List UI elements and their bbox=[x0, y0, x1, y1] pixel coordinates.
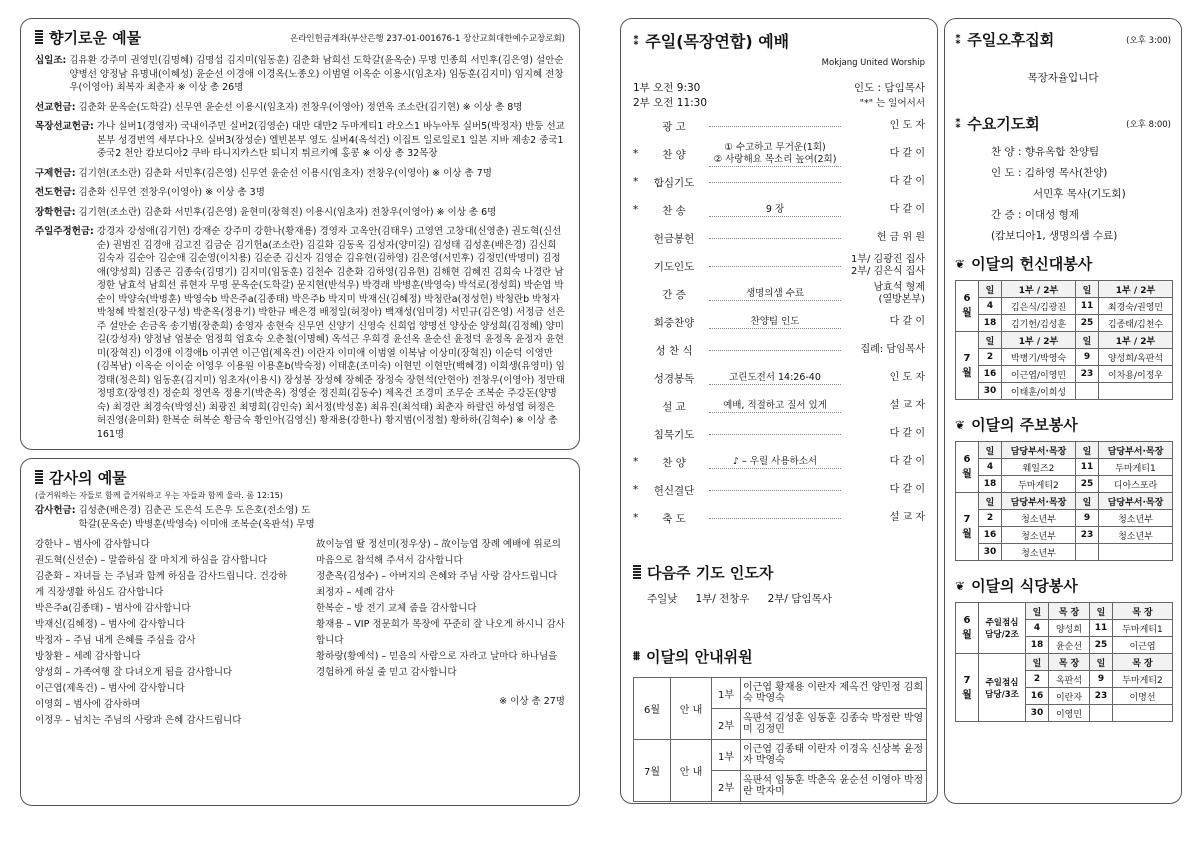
wednesday-line: 간 증 : 이대성 형제 bbox=[991, 209, 1079, 221]
thanks-column-1 bbox=[35, 537, 296, 729]
thanks-item: 한복순 – 방 전기 교체 줌을 감사합니다 bbox=[315, 603, 477, 614]
duty-header-row bbox=[956, 281, 1173, 298]
duty-header-cell: 담당부서·목장 bbox=[1099, 442, 1173, 459]
usher-role: 안 내 bbox=[671, 740, 712, 802]
thanks-verse: (즐거워하는 자들로 함께 즐거워하고 우는 자들과 함께 울라. 롬 12:15) bbox=[35, 491, 283, 500]
worship-order-row bbox=[633, 364, 925, 392]
offering-list bbox=[35, 54, 565, 441]
usher-names: 이근엽 황재용 이란자 제옥건 양민정 김희숙 박영숙 bbox=[741, 678, 927, 709]
duty-header-cell: 담당부서·목장 bbox=[1002, 493, 1076, 510]
grid-marker-icon: ⩩ bbox=[633, 649, 640, 664]
duty-header-cell: 목 장 bbox=[1112, 654, 1172, 671]
duty-header-cell: 1부 / 2부 bbox=[1002, 281, 1076, 298]
usher-part: 2부 bbox=[712, 709, 741, 740]
duty-month: 7 월 bbox=[956, 654, 979, 722]
duty-name: 윤순선 bbox=[1049, 637, 1090, 654]
leaf-icon: ❦ bbox=[955, 256, 966, 271]
order-person: 1부/ 김광진 집사 2부/ 김은식 집사 bbox=[850, 254, 925, 277]
offering-names: 가나 실버1(경영자) 국내이주민 실버2(김영순) 대만 대만2 두마게티1 라오스1 바누아투 실버5(박정자) 반둥 선교본부 성경번역 세부다나오 실버3(장성순) 엘빈본부 영도 실버4(옥석건) 이집트 일로일로1 일본 지바 제송2 중국1 중국2 천안 캄보디아2 쿠바 타니지카스탄 퇴니지 튀르키예 홍콩 ※ 이상 총 32목장 bbox=[96, 121, 565, 159]
usher-role: 안 내 bbox=[671, 678, 712, 740]
offering-label: 선교헌금: bbox=[35, 101, 76, 113]
wednesday-line: (캄보디아1, 생명의샘 수료) bbox=[991, 230, 1118, 242]
standing-mark: * bbox=[633, 512, 639, 524]
duty-role: 주일점심 담당/2조 bbox=[979, 603, 1026, 654]
order-detail: 9 장 bbox=[709, 204, 841, 217]
wednesday-line: 찬 양 : 향유옥합 찬양팀 bbox=[991, 146, 1100, 158]
duty-row bbox=[956, 544, 1173, 561]
duty-name: 최경숙/권영민 bbox=[1099, 298, 1173, 315]
duty-row bbox=[956, 298, 1173, 315]
duty-day: 18 bbox=[979, 315, 1002, 332]
order-person: 다 같 이 bbox=[889, 456, 925, 467]
wednesday-title: ⁑ 수요기도회 bbox=[955, 115, 1040, 133]
duty-name: 청소년부 bbox=[1002, 544, 1076, 561]
duty-day bbox=[1089, 705, 1112, 722]
thanks-item: 황재용 – VIP 정문희가 목장에 꾸준히 잘 나오게 하시니 감사합니다 bbox=[315, 619, 565, 646]
order-detail bbox=[709, 490, 841, 491]
order-detail bbox=[709, 434, 841, 435]
offering-label: 장학헌금: bbox=[35, 206, 76, 218]
order-detail bbox=[709, 266, 841, 267]
thanks-column-2 bbox=[316, 537, 565, 681]
duty-name: 웨일즈2 bbox=[1002, 459, 1076, 476]
duty-month: 6 월 bbox=[956, 603, 979, 654]
duty-header-cell: 일 bbox=[1026, 603, 1049, 620]
duty-header-cell: 일 bbox=[1076, 442, 1099, 459]
usher-row bbox=[634, 678, 927, 709]
offering-names: 김춘화 신무연 전창우(이영아) ※ 이상 총 3명 bbox=[78, 187, 265, 198]
duty-name: 이태훈/이희성 bbox=[1002, 383, 1076, 400]
duty-header-cell: 목 장 bbox=[1112, 603, 1172, 620]
usher-month: 6월 bbox=[634, 678, 671, 740]
order-name: 찬 양 bbox=[662, 456, 686, 469]
duty-name: 김기헌/김성훈 bbox=[1002, 315, 1076, 332]
thanks-item: 박재신(김혜정) – 범사에 감사합니다 bbox=[35, 619, 185, 630]
duty-month: 6 월 bbox=[956, 442, 979, 493]
order-person: 인 도 자 bbox=[889, 120, 925, 131]
duty-name: 박병기/박영숙 bbox=[1002, 349, 1076, 366]
thanks-item: 권도혁(신선순) – 말씀하심 잘 마치게 하심을 감사합니다 bbox=[35, 555, 268, 566]
order-detail: 생명의샘 수료 bbox=[709, 288, 841, 301]
duty-day: 4 bbox=[979, 459, 1002, 476]
duty-header-cell: 일 bbox=[1076, 332, 1099, 349]
usher-month: 7월 bbox=[634, 740, 671, 802]
duty-row bbox=[956, 366, 1173, 383]
duty-header-cell: 일 bbox=[1089, 603, 1112, 620]
offerings-title: 향기로운 예물 bbox=[35, 27, 141, 48]
offering-names: 김기현(조소란) 김춘화 서민후(김은영) 윤현미(장혁진) 이용시(임초자) 전창우(이영아) ※ 이상 총 6명 bbox=[78, 206, 497, 218]
worship-order-row bbox=[633, 336, 925, 364]
duty-day: 23 bbox=[1089, 688, 1112, 705]
duty-name: 청소년부 bbox=[1099, 510, 1173, 527]
duty-header-row bbox=[956, 442, 1173, 459]
duty-name: 이영민 bbox=[1049, 705, 1090, 722]
duty-name: 청소년부 bbox=[1002, 510, 1076, 527]
dedication-table bbox=[955, 280, 1173, 400]
worship-order-row bbox=[633, 308, 925, 336]
worship-order-row bbox=[633, 420, 925, 448]
duty-header-row bbox=[956, 654, 1173, 671]
duty-month: 7 월 bbox=[956, 332, 979, 400]
section-bar-icon bbox=[633, 565, 641, 580]
duty-day: 16 bbox=[1026, 688, 1049, 705]
thanks-total: ※ 이상 총 27명 bbox=[499, 696, 565, 707]
duty-header-cell: 1부 / 2부 bbox=[1099, 332, 1173, 349]
offering-names: 김기현(조소란) 김춘화 서민후(김은영) 신무연 윤순선 이용시(임초자) 전창우(이영아) ※ 이상 총 7명 bbox=[78, 167, 492, 179]
duty-header-cell: 1부 / 2부 bbox=[1099, 281, 1173, 298]
offering-label: 주일주정헌금: bbox=[35, 226, 94, 237]
order-name: 침묵기도 bbox=[653, 428, 695, 441]
offering-label: 목장선교헌금: bbox=[35, 121, 94, 132]
duty-day: 30 bbox=[979, 383, 1002, 400]
duty-header-cell: 일 bbox=[979, 493, 1002, 510]
order-person: 다 같 이 bbox=[889, 148, 925, 159]
standing-mark: * bbox=[633, 484, 639, 496]
worship-order-row bbox=[633, 112, 925, 140]
order-name: 성경봉독 bbox=[653, 372, 695, 385]
order-detail bbox=[709, 350, 841, 351]
duty-day: 18 bbox=[979, 476, 1002, 493]
duty-name: 디아스포라 bbox=[1099, 476, 1173, 493]
duty-day: 2 bbox=[1026, 671, 1049, 688]
duty-name: 청소년부 bbox=[1002, 527, 1076, 544]
offering-row bbox=[35, 54, 565, 95]
duty-header-cell: 담당부서·목장 bbox=[1002, 442, 1076, 459]
offering-row bbox=[35, 225, 565, 441]
duty-day: 30 bbox=[1026, 705, 1049, 722]
duty-header-cell: 목 장 bbox=[1049, 654, 1090, 671]
duty-name: 양성희/옥판석 bbox=[1099, 349, 1173, 366]
kitchen-title: ❦ 이달의 식당봉사 bbox=[955, 577, 1078, 595]
offering-row bbox=[35, 186, 565, 200]
order-name: 합심기도 bbox=[653, 176, 695, 189]
order-name: 기도인도 bbox=[653, 260, 695, 273]
section-bar-icon bbox=[35, 30, 43, 45]
duty-header-cell: 1부 / 2부 bbox=[1002, 332, 1076, 349]
duty-header-cell: 일 bbox=[979, 281, 1002, 298]
duty-row bbox=[956, 315, 1173, 332]
order-detail bbox=[709, 238, 841, 239]
dot-marker-icon: ⁑ bbox=[955, 116, 962, 131]
offering-label: 구제헌금: bbox=[35, 167, 76, 179]
duty-day bbox=[1076, 383, 1099, 400]
right-column-box bbox=[944, 18, 1182, 804]
usher-names: 옥판석 김성훈 임동훈 김종숙 박정란 박영미 김정민 bbox=[741, 709, 927, 740]
worship-leader: 인도 : 담임목사 bbox=[853, 82, 925, 94]
order-detail bbox=[709, 518, 841, 519]
next-week-row: 주일낮 1부/ 전창우 2부/ 담임목사 bbox=[647, 593, 832, 605]
leaf-icon: ❦ bbox=[955, 417, 966, 432]
duty-name: 김은식/김광진 bbox=[1002, 298, 1076, 315]
order-person: 다 같 이 bbox=[889, 204, 925, 215]
order-name: 회중찬양 bbox=[653, 316, 695, 329]
thanks-item: 故이능엽 딸 정선미(정우상) – 故이능엽 장례 예배에 위로의 마음으로 참석해 주셔서 감사합니다 bbox=[315, 539, 561, 566]
duty-name: 두마게티1 bbox=[1112, 620, 1172, 637]
thanks-item: 박은주a(김종태) – 범사에 감사합니다 bbox=[35, 603, 191, 614]
order-detail bbox=[709, 182, 841, 183]
duty-row bbox=[956, 459, 1173, 476]
wednesday-line: 서민후 목사(기도회) bbox=[1033, 188, 1126, 200]
order-person: 다 같 이 bbox=[889, 176, 925, 187]
worship-order-row bbox=[633, 448, 925, 476]
duty-row bbox=[956, 383, 1173, 400]
offering-row bbox=[35, 206, 565, 220]
worship-order-row bbox=[633, 280, 925, 308]
thanks-item: 이정우 – 넘치는 주님의 사랑과 은혜 감사드립니다 bbox=[35, 715, 242, 726]
thanks-item: 황하랑(황예석) – 믿음의 사람으로 자라고 날마다 하나님을 경험하게 하실 줄 믿고 감사합니다 bbox=[315, 651, 558, 678]
order-person: 인 도 자 bbox=[889, 372, 925, 383]
standing-mark: * bbox=[633, 456, 639, 468]
duty-header-row bbox=[956, 332, 1173, 349]
duty-day: 23 bbox=[1076, 366, 1099, 383]
duty-day: 25 bbox=[1076, 476, 1099, 493]
duty-day: 9 bbox=[1076, 510, 1099, 527]
duty-day: 2 bbox=[979, 349, 1002, 366]
account-info: 온라인헌금계좌(부산은행 237-01-001676-1 장산교회대한예수교장로회) bbox=[290, 33, 565, 44]
offering-label: 십일조: bbox=[35, 55, 67, 66]
wednesday-line: 인 도 : 김하영 목사(찬양) bbox=[991, 167, 1108, 179]
bulletin-title: ❦ 이달의 주보봉사 bbox=[955, 416, 1078, 434]
worship-title: ⁑ 주일(목장연합) 예배 bbox=[633, 32, 790, 51]
offering-names: 강경자 강성애(김기헌) 강재순 강주미 강한나(황재용) 경영자 고옥안(김태우) 고영연 고창대(신영춘) 권도혁(신선순) 권범진 김경애 김고진 김금순 김기헌a(조소란) 김길화 김동옥 김성자(양미길) 김성태 김성훈(배은경) 김신희 김숙자 김순아 김순애 김순영(이치용) 김순준 김신자 김영순 김유현(김하영) 김은영(서민후) 김정민(박명미) 김정애(양성희) 김종곤 김종숙(김명기) 김지미(임동훈) 김천수 김춘화 김하영(김유현) 김해현 김혜진 김희숙 나경란 남정한 남효석 남희선 류현자 무명 문옥순(도학갈) 문지현(반석우) 박경래 박병훈(박영숙) 박석로(정성희) 박순엽 박순이 박양숙(박병훈) 박영숙b 박은주a(김종태) 박은주b 박지미 박재신(김혜정) 박청란a(정성헌) 박청란b 박청자 박청혜 박철진(장구성) 박춘옥(정용기) 박한규 배은경 배정일(허정아) 백재성(임미경) 서민규(김은영) 서정금 선은주 설안순 손금옥 송기범(장춘희) 송영자 송현숙 신무연 신양기 신영숙 신희업 양명선 양상순 양성희(김정혜) 양미길(강성자) 양정남 엄봉순 엄정희 엄효숙 오춘철(이명혜) 옥석근 우희경 윤선옥 윤순선 윤정덕 윤정옥 윤정자 윤현미(장혁진) 이경애 이경애b 이귀연 이근엽(제옥건) 이란자 이미애 이범열 이복남 이상미(장혁진) 이순덕 이영만(김복남) 이옥순 이이순 이영우 이용원 이용훈b(박숙정) 이태훈(조미숙) 이현민 이현만(백혜경) 이희생(유영미) 임경태(정은희) 임동훈(김지미) 임초자(이용시) 장성봉 장성혜 장혜준 장정숙 장현석(안현아) 전창우(이영아) 정만태 정명호(장영진) 정순희 정연옥 정용기(박춘옥) 정영순 정진희(김동수) 제옥건 조경미 조무순 조복순 주강돈(양명숙) 최경란 최경숙(박영신) 최광진 최명희(김인숙) 최서정(박성훈) 최유진(최석태) 최춘자 하랄린 하성엽 허정은 허진영(윤미화) 한복순 허복순 황금숙 황인아(김영신) 황재용(강한나) 황지범(이정철) 황하하(김혁수) ※ 이상 총 161명 bbox=[96, 226, 565, 440]
duty-header-cell: 일 bbox=[1026, 654, 1049, 671]
standing-mark: * bbox=[633, 204, 639, 216]
worship-order-row bbox=[633, 140, 925, 168]
order-person: 설 교 자 bbox=[889, 512, 925, 523]
duty-name: 양성희 bbox=[1049, 620, 1090, 637]
duty-day: 9 bbox=[1089, 671, 1112, 688]
worship-box bbox=[620, 18, 938, 804]
thanks-item: 강한나 – 범사에 감사합니다 bbox=[35, 539, 150, 550]
order-person: 다 같 이 bbox=[889, 316, 925, 327]
duty-month: 7 월 bbox=[956, 493, 979, 561]
duty-day bbox=[1076, 544, 1099, 561]
duty-month: 6 월 bbox=[956, 281, 979, 332]
duty-day: 11 bbox=[1076, 298, 1099, 315]
duty-name: 이명선 bbox=[1112, 688, 1172, 705]
order-person: 남효석 형제 (열방본부) bbox=[873, 282, 925, 305]
standing-mark: * bbox=[633, 148, 639, 160]
worship-order-row bbox=[633, 196, 925, 224]
worship-subtitle: Mokjang United Worship bbox=[821, 58, 925, 68]
order-person: 설 교 자 bbox=[889, 400, 925, 411]
thanks-box bbox=[20, 458, 580, 806]
duty-row bbox=[956, 349, 1173, 366]
wednesday-time: (오후 8:00) bbox=[1126, 119, 1171, 130]
order-detail: 고린도전서 14:26-40 bbox=[709, 372, 841, 385]
order-name: 찬 양 bbox=[662, 148, 686, 161]
worship-order-row bbox=[633, 224, 925, 252]
order-detail bbox=[709, 126, 841, 127]
duty-name: 이근엽/이영민 bbox=[1002, 366, 1076, 383]
section-bar-icon bbox=[35, 470, 43, 485]
wednesday-lines bbox=[955, 142, 1171, 247]
next-week-title: 다음주 기도 인도자 bbox=[633, 562, 925, 583]
bulletin-table bbox=[955, 441, 1173, 561]
duty-name: 청소년부 bbox=[1099, 527, 1173, 544]
order-person: 다 같 이 bbox=[889, 428, 925, 439]
offering-row bbox=[35, 101, 565, 115]
thanks-item: 양성희 – 가족여행 잘 다녀오게 됨을 감사합니다 bbox=[35, 667, 233, 678]
duty-day: 2 bbox=[979, 510, 1002, 527]
duty-day: 25 bbox=[1089, 637, 1112, 654]
dot-marker-icon: ⁑ bbox=[955, 32, 962, 47]
duty-day: 23 bbox=[1076, 527, 1099, 544]
order-detail: ① 수고하고 무거운(1회) ② 사랑해요 목소리 높여(2회) bbox=[709, 142, 841, 167]
usher-part: 1부 bbox=[712, 678, 741, 709]
duty-day: 11 bbox=[1089, 620, 1112, 637]
offering-row bbox=[35, 167, 565, 181]
duty-header-cell: 담당부서·목장 bbox=[1099, 493, 1173, 510]
duty-header-cell: 일 bbox=[979, 332, 1002, 349]
thanks-item: 최정자 – 세례 감사 bbox=[315, 587, 395, 598]
offering-label: 전도헌금: bbox=[35, 187, 76, 198]
duty-name bbox=[1099, 544, 1173, 561]
thanks-item: 박정자 – 주님 내게 은혜를 주심을 감사 bbox=[35, 635, 196, 646]
worship-order bbox=[633, 112, 925, 532]
kitchen-table bbox=[955, 602, 1173, 722]
duty-day: 16 bbox=[979, 366, 1002, 383]
afternoon-title: ⁑ 주일오후집회 bbox=[955, 31, 1055, 49]
duty-day: 11 bbox=[1076, 459, 1099, 476]
order-person: 집례: 담임목사 bbox=[860, 344, 925, 355]
worship-order-row bbox=[633, 168, 925, 196]
usher-part: 1부 bbox=[712, 740, 741, 771]
order-name: 헌신결단 bbox=[653, 484, 695, 497]
thanks-item: 정춘옥(김성수) – 아버지의 은혜와 주님 사랑 감사드립니다 bbox=[315, 571, 558, 582]
duty-name: 옥판석 bbox=[1049, 671, 1090, 688]
duty-header-cell: 일 bbox=[1089, 654, 1112, 671]
order-name: 간 증 bbox=[662, 288, 686, 301]
worship-time-2: 2부 오전 11:30 bbox=[633, 97, 708, 109]
duty-name: 김종태/김천수 bbox=[1099, 315, 1173, 332]
offerings-box bbox=[20, 18, 580, 450]
order-name: 설 교 bbox=[662, 400, 686, 413]
thanks-offering: 감사헌금: 김성춘(배은경) 김춘곤 도은석 도은우 도은호(전소영) 도학갈(문옥순) 박병훈(박영숙) 이미애 조복순(옥판석) 무명 bbox=[35, 505, 315, 530]
order-name: 성 찬 식 bbox=[655, 344, 693, 357]
thanks-item: 김춘화 – 자녀들 는 주님과 함께 하심을 감사드립니다. 건강하게 직장생활 하심도 감사합니다 bbox=[35, 571, 288, 598]
duty-name: 두마게티1 bbox=[1099, 459, 1173, 476]
ushers-table bbox=[633, 677, 927, 802]
worship-order-row bbox=[633, 392, 925, 420]
thanks-item: 방창환 – 세례 감사합니다 bbox=[35, 651, 141, 662]
thanks-item: 이영희 – 범사에 감사하며 bbox=[35, 699, 141, 710]
order-person: 다 같 이 bbox=[889, 484, 925, 495]
thanks-title: 감사의 예물 bbox=[35, 467, 565, 488]
duty-header-cell: 일 bbox=[1076, 493, 1099, 510]
order-detail: 찬양팀 인도 bbox=[709, 316, 841, 329]
order-name: 광 고 bbox=[662, 120, 686, 133]
standing-mark: * bbox=[633, 176, 639, 188]
order-name: 축 도 bbox=[662, 512, 686, 525]
duty-day: 18 bbox=[1026, 637, 1049, 654]
worship-time-1: 1부 오전 9:30 bbox=[633, 82, 701, 94]
usher-row bbox=[634, 740, 927, 771]
usher-names: 이근엽 김종태 이란자 이경옥 신상복 윤정자 박영숙 bbox=[741, 740, 927, 771]
duty-name: 이란자 bbox=[1049, 688, 1090, 705]
duty-row bbox=[956, 527, 1173, 544]
offering-names: 김유환 강주미 권영민(김명혜) 김명섭 김지미(임동훈) 김춘화 남희선 도학갈(윤옥순) 무명 민종희 서민후(김은영) 설안순 양병선 양정남 유명내(이혜성) 윤순선 이경애 이경옥(노종오) 이범열 이옥순 이용시(임초자) 임동훈(김지미) 임지혜 전창우(이영아) 최복자 최춘자 ※ 이상 총 26명 bbox=[69, 55, 564, 93]
order-name: 찬 송 bbox=[662, 204, 686, 217]
duty-role: 주일점심 담당/3조 bbox=[979, 654, 1026, 722]
duty-header-cell: 일 bbox=[1076, 281, 1099, 298]
worship-order-row bbox=[633, 504, 925, 532]
duty-name: 두마게티2 bbox=[1112, 671, 1172, 688]
afternoon-time: (오후 3:00) bbox=[1126, 35, 1171, 46]
usher-part: 2부 bbox=[712, 771, 741, 802]
duty-day: 30 bbox=[979, 544, 1002, 561]
order-name: 헌금봉헌 bbox=[653, 232, 695, 245]
worship-order-row bbox=[633, 252, 925, 280]
afternoon-text: 목장자율입니다 bbox=[1027, 72, 1099, 84]
order-detail: 예배, 적절하고 질서 있게 bbox=[709, 400, 841, 413]
duty-day: 16 bbox=[979, 527, 1002, 544]
duty-name: 이차용/이정우 bbox=[1099, 366, 1173, 383]
duty-name bbox=[1099, 383, 1173, 400]
duty-name bbox=[1112, 705, 1172, 722]
offering-row bbox=[35, 120, 565, 161]
duty-header-row bbox=[956, 493, 1173, 510]
worship-order-row bbox=[633, 476, 925, 504]
duty-day: 4 bbox=[1026, 620, 1049, 637]
duty-day: 25 bbox=[1076, 315, 1099, 332]
duty-row bbox=[956, 476, 1173, 493]
leaf-icon: ❦ bbox=[955, 578, 966, 593]
duty-row bbox=[956, 510, 1173, 527]
order-person: 헌 금 위 원 bbox=[876, 232, 925, 243]
dedication-title: ❦ 이달의 헌신대봉사 bbox=[955, 255, 1093, 273]
duty-name: 두마게티2 bbox=[1002, 476, 1076, 493]
offering-names: 김춘화 문옥순(도학갈) 신무연 윤순선 이용시(임초자) 전창우(이영아) 정연옥 조소란(김기현) ※ 이상 총 8명 bbox=[78, 101, 523, 113]
thanks-item: 이근엽(제옥건) – 범사에 감사합니다 bbox=[35, 683, 185, 694]
duty-header-row bbox=[956, 603, 1173, 620]
usher-names: 옥판석 임동훈 박춘옥 윤순선 이영아 박정란 박자미 bbox=[741, 771, 927, 802]
dot-marker-icon: ⁑ bbox=[633, 33, 640, 48]
duty-name: 이근엽 bbox=[1112, 637, 1172, 654]
ushers-title: ⩩ 이달의 안내위원 bbox=[633, 648, 753, 666]
duty-day: 9 bbox=[1076, 349, 1099, 366]
duty-header-cell: 목 장 bbox=[1049, 603, 1090, 620]
duty-header-cell: 일 bbox=[979, 442, 1002, 459]
order-detail: ♪ – 우릴 사용하소서 bbox=[709, 456, 841, 469]
duty-day: 4 bbox=[979, 298, 1002, 315]
standing-note: "*" 는 일어서서 bbox=[859, 98, 925, 109]
